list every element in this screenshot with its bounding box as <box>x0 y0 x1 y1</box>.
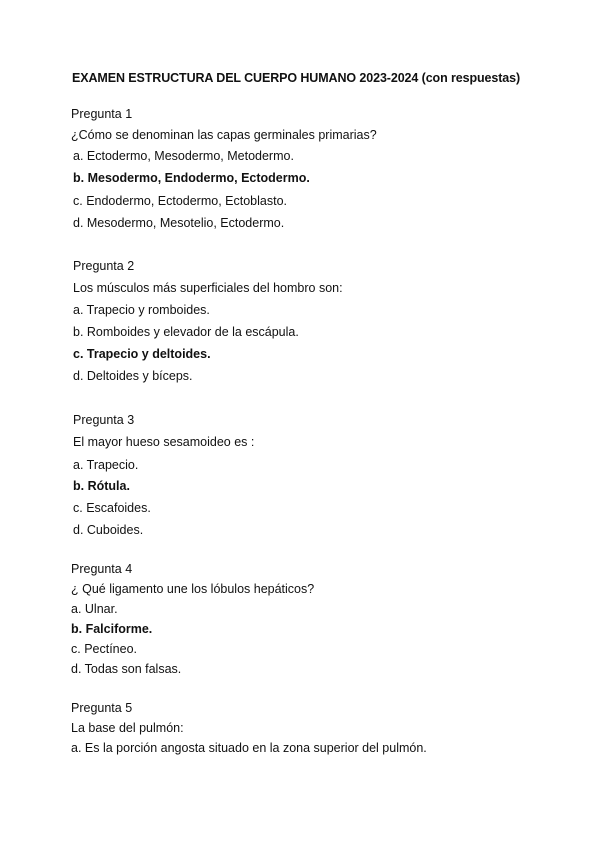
option-a: a. Trapecio. <box>73 458 139 472</box>
option-b: b. Romboides y elevador de la escápula. <box>73 325 299 339</box>
exam-title: EXAMEN ESTRUCTURA DEL CUERPO HUMANO 2023-2024 (con respuestas) <box>72 71 521 85</box>
question-heading: Pregunta 5 <box>71 701 133 715</box>
option-a: a. Ectodermo, Mesodermo, Metodermo. <box>73 149 294 163</box>
question-heading: Pregunta 2 <box>73 259 135 273</box>
option-c: c. Endodermo, Ectodermo, Ectoblasto. <box>73 194 287 208</box>
option-c: c. Pectíneo. <box>71 642 138 656</box>
option-d: d. Mesodermo, Mesotelio, Ectodermo. <box>73 216 285 230</box>
option-d: d. Deltoides y bíceps. <box>73 369 193 383</box>
question-heading: Pregunta 4 <box>71 562 133 576</box>
option-a: a. Trapecio y romboides. <box>73 303 210 317</box>
option-b-correct: b. Falciforme. <box>71 622 153 636</box>
question-text: ¿ Qué ligamento une los lóbulos hepáticos? <box>71 582 315 596</box>
option-c-correct: c. Trapecio y deltoides. <box>73 347 211 361</box>
question-text: El mayor hueso sesamoideo es : <box>73 435 255 449</box>
option-c: c. Escafoides. <box>73 501 151 515</box>
question-heading: Pregunta 1 <box>71 107 133 121</box>
question-text: La base del pulmón: <box>71 721 184 735</box>
question-text: ¿Cómo se denominan las capas germinales primarias? <box>71 128 377 142</box>
option-b-correct: b. Rótula. <box>73 479 130 493</box>
option-a: a. Ulnar. <box>71 602 118 616</box>
option-b-correct: b. Mesodermo, Endodermo, Ectodermo. <box>73 171 310 185</box>
option-d: d. Todas son falsas. <box>71 662 182 676</box>
question-heading: Pregunta 3 <box>73 413 135 427</box>
option-a: a. Es la porción angosta situado en la zona superior del pulmón. <box>71 741 427 755</box>
question-text: Los músculos más superficiales del hombro son: <box>73 281 343 295</box>
option-d: d. Cuboides. <box>73 523 144 537</box>
